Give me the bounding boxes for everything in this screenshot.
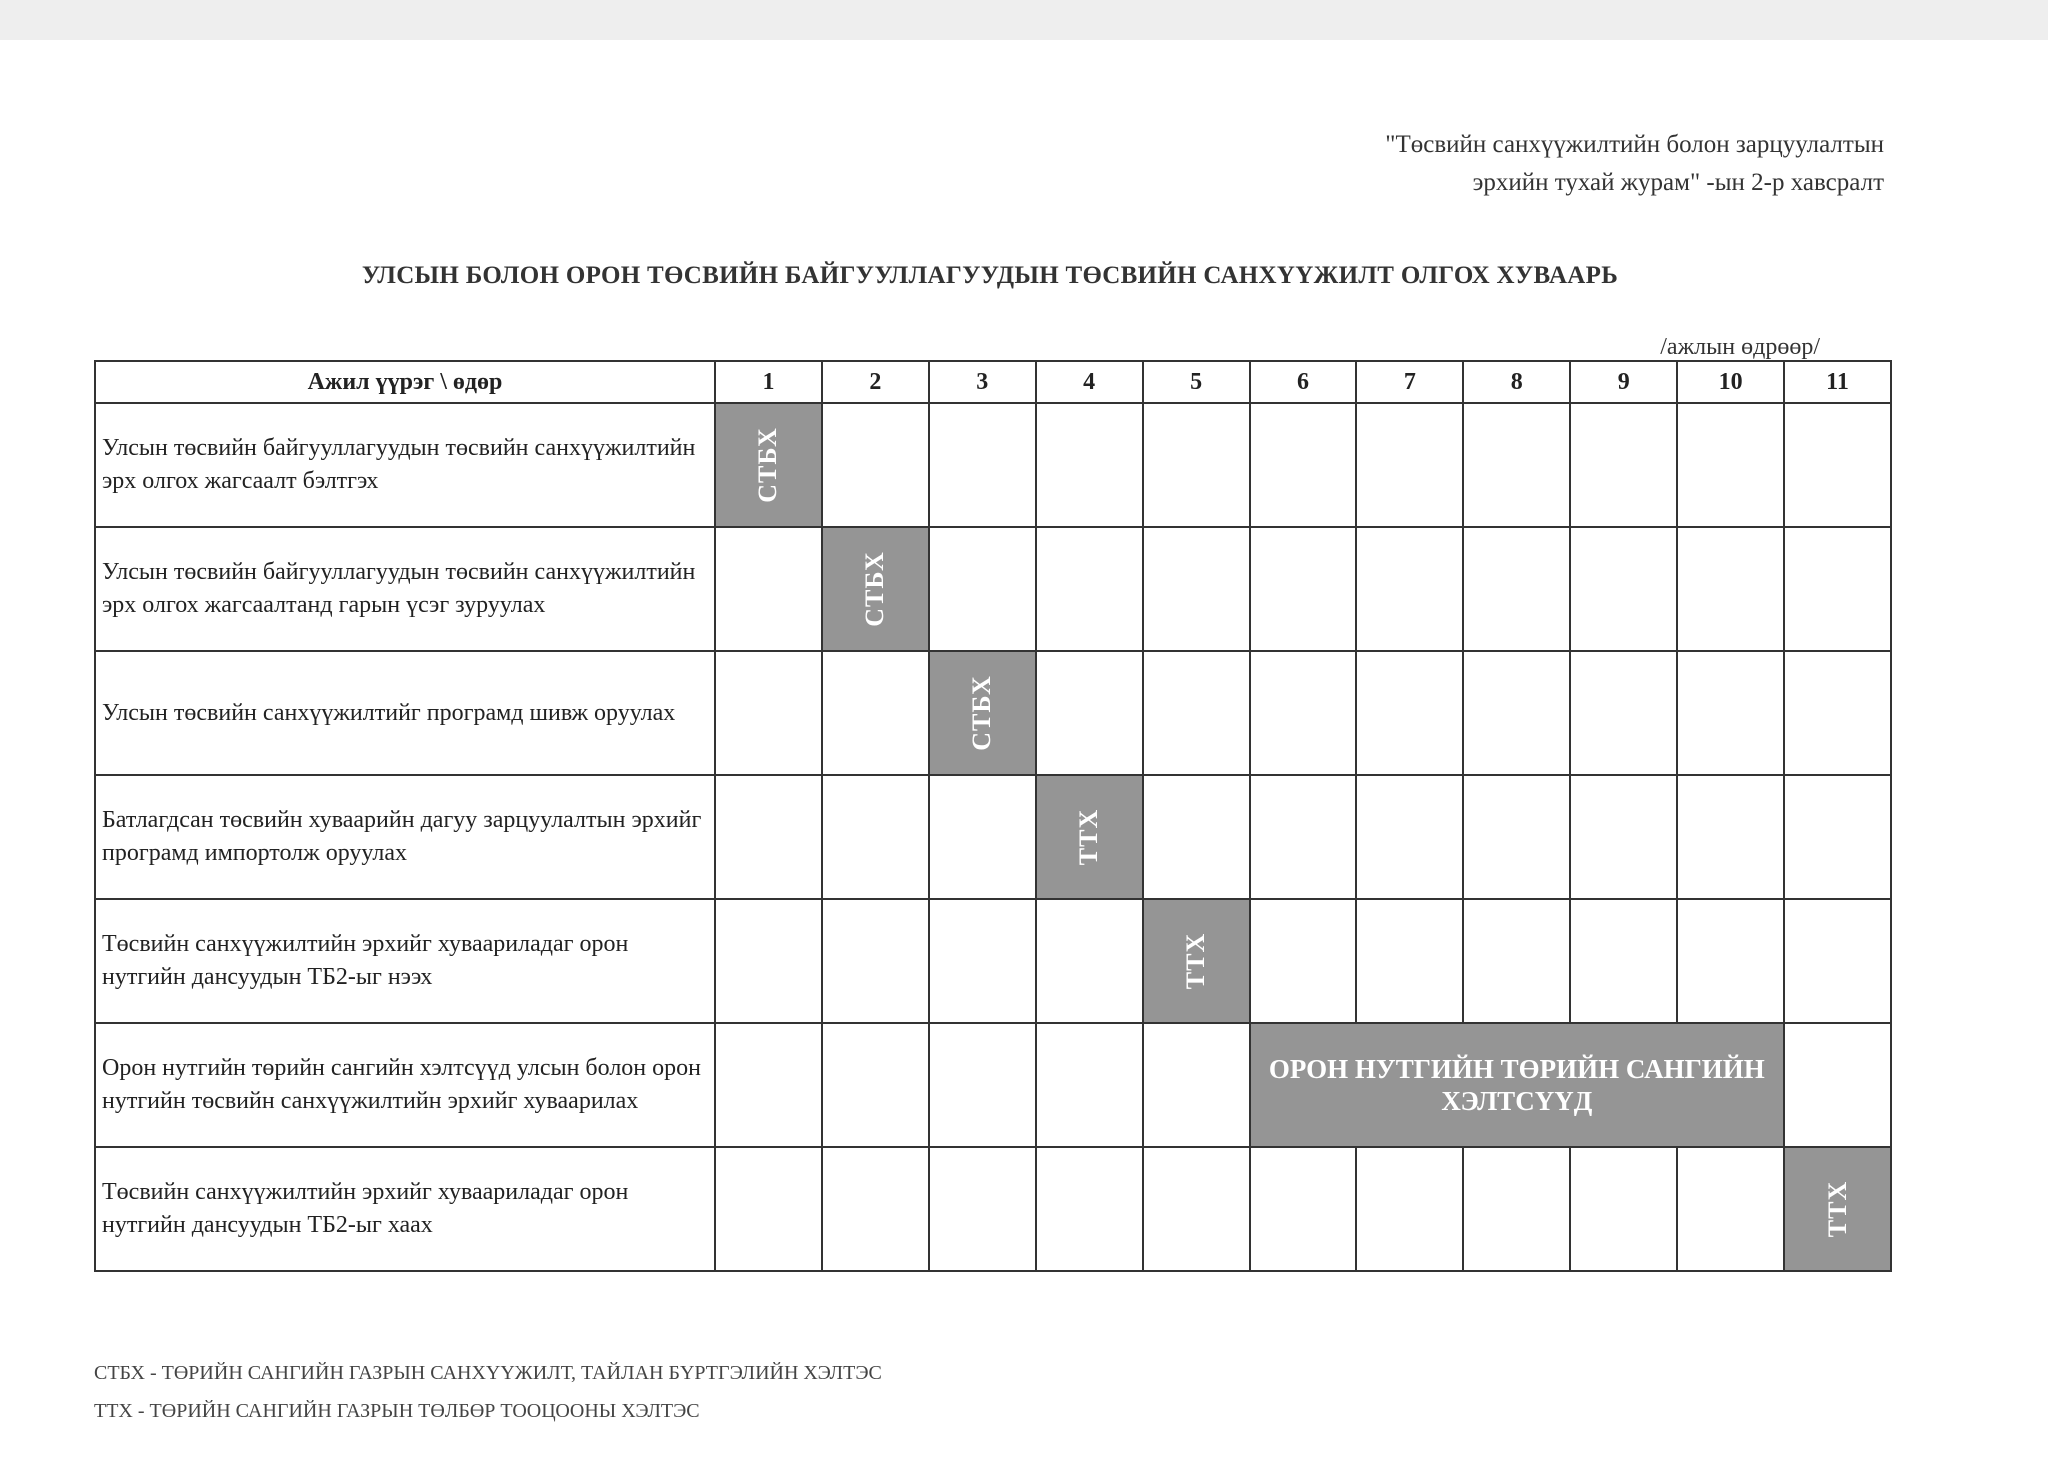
day-cell	[929, 403, 1036, 527]
document-page	[0, 40, 2048, 1483]
day-cell	[1784, 527, 1891, 651]
header-day-11: 11	[1784, 361, 1891, 403]
table-row	[95, 651, 1891, 775]
day-cell	[1784, 1023, 1891, 1147]
day-cell	[929, 1147, 1036, 1271]
task-cell: Улсын төсвийн байгууллагуудын төсвийн санхүүжилтийн эрх олгох жагсаалтанд гарын үсэг зуруулах	[95, 527, 715, 651]
table-row	[95, 775, 1891, 899]
schedule-bar	[1250, 1023, 1785, 1147]
day-cell	[1036, 1023, 1143, 1147]
day-cell	[1784, 899, 1891, 1023]
day-cell	[1143, 1147, 1250, 1271]
unit-note: /ажлын өдрөөр/	[1660, 334, 1820, 360]
day-cell	[822, 775, 929, 899]
header-day-1: 1	[715, 361, 822, 403]
annex-reference	[1385, 126, 1884, 202]
day-cell	[1677, 651, 1784, 775]
day-cell	[1570, 899, 1677, 1023]
day-cell	[1036, 527, 1143, 651]
schedule-bar	[715, 403, 822, 527]
task-cell: Батлагдсан төсвийн хуваарийн дагуу зарцуулалтын эрхийг програмд импортолж оруулах	[95, 775, 715, 899]
day-cell	[1356, 527, 1463, 651]
day-cell	[1036, 403, 1143, 527]
day-cell	[929, 899, 1036, 1023]
day-cell	[1143, 527, 1250, 651]
day-cell	[1036, 1147, 1143, 1271]
day-cell	[1463, 899, 1570, 1023]
table-row	[95, 527, 1891, 651]
day-cell	[715, 775, 822, 899]
table-row	[95, 1023, 1891, 1147]
day-cell	[1143, 651, 1250, 775]
day-cell	[929, 775, 1036, 899]
day-cell	[1570, 651, 1677, 775]
day-cell	[1356, 775, 1463, 899]
day-cell	[1143, 1023, 1250, 1147]
day-cell	[1250, 1147, 1357, 1271]
header-day-8: 8	[1463, 361, 1570, 403]
day-cell	[1463, 775, 1570, 899]
page-title: УЛСЫН БОЛОН ОРОН ТӨСВИЙН БАЙГУУЛЛАГУУДЫН ТӨСВИЙН САНХҮҮЖИЛТ ОЛГОХ ХУВААРЬ	[361, 262, 1619, 289]
day-cell	[822, 403, 929, 527]
schedule-bar-label: СТБХ	[967, 675, 997, 751]
schedule-bar	[929, 651, 1036, 775]
day-cell	[1463, 1147, 1570, 1271]
day-cell	[1356, 899, 1463, 1023]
schedule-bar-label: ТТХ	[1074, 808, 1104, 866]
header-day-2: 2	[822, 361, 929, 403]
schedule-bar-label: ТТХ	[1822, 1180, 1852, 1238]
day-cell	[1356, 651, 1463, 775]
legend-item-stbh: СТБХ - ТӨРИЙН САНГИЙН ГАЗРЫН САНХҮҮЖИЛТ, ТАЙЛАН БҮРТГЭЛИЙН ХЭЛТЭС	[94, 1362, 882, 1384]
day-cell	[1250, 403, 1357, 527]
day-cell	[1570, 403, 1677, 527]
schedule-table	[94, 360, 1892, 1272]
task-cell: Улсын төсвийн байгууллагуудын төсвийн санхүүжилтийн эрх олгох жагсаалт бэлтгэх	[95, 403, 715, 527]
day-cell	[1677, 403, 1784, 527]
table-row	[95, 899, 1891, 1023]
day-cell	[1143, 403, 1250, 527]
day-cell	[1784, 775, 1891, 899]
schedule-bar	[1143, 899, 1250, 1023]
day-cell	[1677, 1147, 1784, 1271]
legend-item-tth: ТТХ - ТӨРИЙН САНГИЙН ГАЗРЫН ТӨЛБӨР ТООЦООНЫ ХЭЛТЭС	[94, 1400, 700, 1422]
task-cell: Улсын төсвийн санхүүжилтийг програмд шивж оруулах	[95, 651, 715, 775]
day-cell	[715, 1023, 822, 1147]
header-day-3: 3	[929, 361, 1036, 403]
day-cell	[1143, 775, 1250, 899]
header-day-10: 10	[1677, 361, 1784, 403]
day-cell	[1570, 527, 1677, 651]
day-cell	[715, 527, 822, 651]
day-cell	[1036, 651, 1143, 775]
day-cell	[1677, 527, 1784, 651]
table-row	[95, 403, 1891, 527]
day-cell	[929, 1023, 1036, 1147]
header-day-9: 9	[1570, 361, 1677, 403]
task-cell: Төсвийн санхүүжилтийн эрхийг хуваариладаг орон нутгийн дансуудын ТБ2-ыг нээх	[95, 899, 715, 1023]
day-cell	[1570, 1147, 1677, 1271]
day-cell	[929, 527, 1036, 651]
task-cell: Орон нутгийн төрийн сангийн хэлтсүүд улсын болон орон нутгийн төсвийн санхүүжилтийн эрхийг хуваарилах	[95, 1023, 715, 1147]
day-cell	[822, 1023, 929, 1147]
schedule-bar-label: ОРОН НУТГИЙН ТӨРИЙН САНГИЙН ХЭЛТСҮҮД	[1268, 1054, 1765, 1116]
day-cell	[822, 1147, 929, 1271]
day-cell	[1677, 899, 1784, 1023]
schedule-bar	[1784, 1147, 1891, 1271]
day-cell	[1784, 403, 1891, 527]
header-day-5: 5	[1143, 361, 1250, 403]
schedule-bar-label: СТБХ	[753, 427, 783, 503]
table-header-row	[95, 361, 1891, 403]
annex-line-1: "Төсвийн санхүүжилтийн болон зарцуулалтын	[1385, 131, 1884, 158]
day-cell	[1463, 651, 1570, 775]
day-cell	[715, 651, 822, 775]
day-cell	[1784, 651, 1891, 775]
day-cell	[1250, 775, 1357, 899]
header-day-6: 6	[1250, 361, 1357, 403]
header-day-7: 7	[1356, 361, 1463, 403]
schedule-bar-label: ТТХ	[1181, 932, 1211, 990]
day-cell	[1250, 899, 1357, 1023]
day-cell	[1677, 775, 1784, 899]
header-task: Ажил үүрэг \ өдөр	[95, 361, 715, 403]
legend	[94, 1354, 882, 1430]
day-cell	[1356, 403, 1463, 527]
day-cell	[715, 899, 822, 1023]
day-cell	[1250, 527, 1357, 651]
day-cell	[822, 899, 929, 1023]
day-cell	[715, 1147, 822, 1271]
annex-line-2: эрхийн тухай журам" -ын 2-р хавсралт	[1472, 169, 1884, 196]
schedule-bar-label: СТБХ	[860, 551, 890, 627]
header-day-4: 4	[1036, 361, 1143, 403]
day-cell	[1463, 527, 1570, 651]
schedule-bar	[1036, 775, 1143, 899]
schedule-bar	[822, 527, 929, 651]
day-cell	[1356, 1147, 1463, 1271]
day-cell	[1250, 651, 1357, 775]
day-cell	[1570, 775, 1677, 899]
task-cell: Төсвийн санхүүжилтийн эрхийг хуваариладаг орон нутгийн дансуудын ТБ2-ыг хаах	[95, 1147, 715, 1271]
day-cell	[1463, 403, 1570, 527]
table-row	[95, 1147, 1891, 1271]
day-cell	[1036, 899, 1143, 1023]
day-cell	[822, 651, 929, 775]
